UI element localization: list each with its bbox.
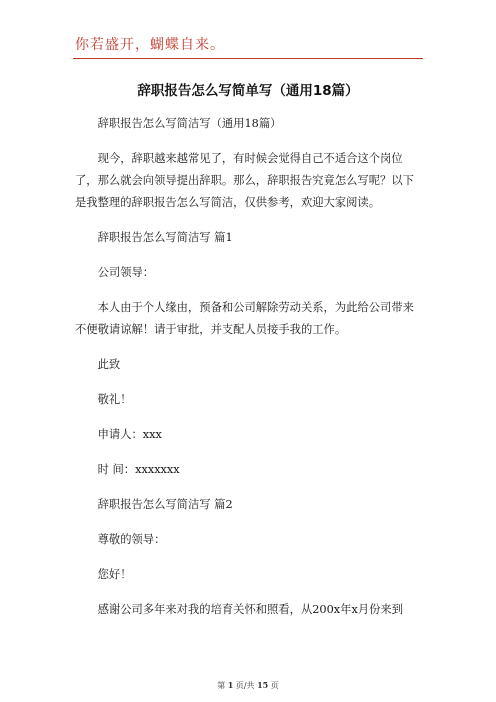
applicant-line: 申请人：xxx — [97, 428, 162, 441]
salutation: 尊敬的领导： — [97, 533, 166, 546]
footer-middle: 页/共 — [235, 681, 255, 690]
total-pages-number: 15 — [257, 680, 269, 690]
document-body — [75, 113, 423, 634]
current-page-number: 1 — [227, 680, 234, 690]
salutation: 公司领导： — [97, 266, 155, 279]
section-heading-2: 辞职报告怎么写简洁写 篇2 — [97, 498, 233, 511]
footer-suffix: 页 — [270, 681, 279, 690]
intro-paragraph: 现今，辞职越来越常见了，有时候会觉得自己不适合这个岗位了，那么就会向领导提出辞职。那么，辞职报告究竟怎么写呢？以下是我整理的辞职报告怎么写简洁，仅供参考，欢迎大家阅读。 — [75, 152, 414, 209]
page-footer — [0, 680, 496, 691]
body-paragraph: 本人由于个人缘由，预备和公司解除劳动关系，为此给公司带来不便敬请谅解！请于审批，并支配人员接手我的工作。 — [75, 301, 414, 336]
document-title: 辞职报告怎么写简单写（通用18篇） — [137, 83, 359, 99]
body-paragraph: 感谢公司多年来对我的培育关怀和照看，从200x年x月份来到 — [97, 603, 404, 616]
closing-regards: 敬礼！ — [97, 393, 132, 406]
footer-prefix: 第 — [217, 681, 226, 690]
header-slogan: 你若盛开，蝴蝶自来。 — [75, 37, 225, 53]
section-heading-1: 辞职报告怎么写简洁写 篇1 — [97, 231, 233, 244]
date-line: 时 间：xxxxxxx — [97, 463, 180, 476]
header-divider — [73, 58, 423, 59]
subtitle-paragraph: 辞职报告怎么写简洁写（通用18篇） — [97, 117, 282, 130]
closing-line: 此致 — [97, 358, 121, 371]
greeting-line: 您好！ — [97, 568, 132, 581]
